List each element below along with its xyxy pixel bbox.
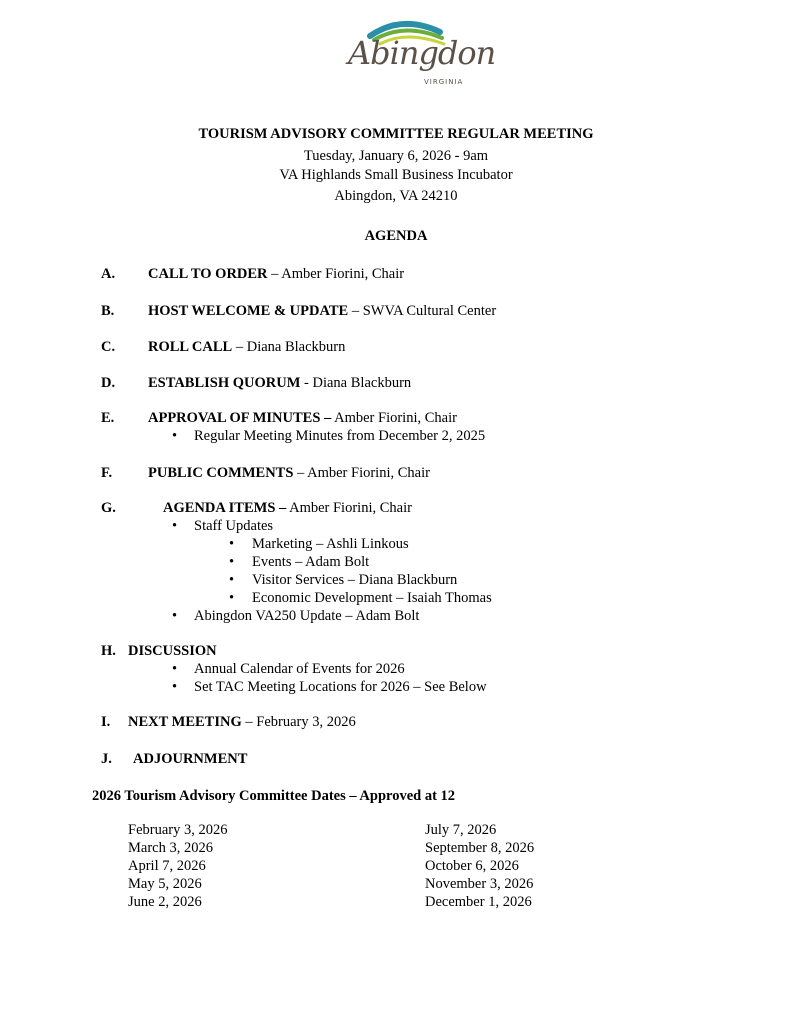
- date-right: September 8, 2026: [425, 840, 535, 856]
- date-left: March 3, 2026: [128, 840, 213, 856]
- date-right: November 3, 2026: [425, 876, 534, 892]
- bullet-icon: •: [172, 518, 178, 534]
- item-d-title: ESTABLISH QUORUM: [148, 375, 301, 391]
- item-g-s3: Visitor Services – Diana Blackburn: [252, 572, 458, 588]
- item-g-title: AGENDA ITEMS –: [163, 500, 287, 516]
- meeting-date: Tuesday, January 6, 2026 - 9am: [303, 148, 489, 164]
- bullet-icon: •: [172, 608, 178, 624]
- date-right: July 7, 2026: [425, 822, 497, 838]
- item-e-sub1: Regular Meeting Minutes from December 2, 2025: [194, 428, 486, 444]
- meeting-city: Abingdon, VA 24210: [334, 188, 458, 204]
- meeting-location: VA Highlands Small Business Incubator: [279, 167, 513, 183]
- bullet-icon: •: [229, 554, 235, 570]
- item-i-letter: I.: [101, 714, 111, 730]
- item-b-detail: – SWVA Cultural Center: [348, 303, 497, 319]
- item-b-letter: B.: [101, 303, 115, 319]
- item-j-title: ADJOURNMENT: [133, 751, 248, 767]
- item-f: [148, 465, 430, 482]
- item-g-sub2: Abingdon VA250 Update – Adam Bolt: [194, 608, 420, 624]
- item-e-detail: Amber Fiorini, Chair: [331, 410, 457, 426]
- logo-subtext: VIRGINIA: [424, 78, 464, 86]
- item-g-s2: Events – Adam Bolt: [252, 554, 370, 570]
- item-j-letter: J.: [101, 751, 112, 767]
- logo-wordmark: Abingdon: [348, 34, 496, 72]
- item-e: [148, 410, 457, 427]
- item-h-letter: H.: [101, 643, 116, 659]
- date-right: December 1, 2026: [425, 894, 532, 910]
- item-f-detail: – Amber Fiorini, Chair: [293, 465, 430, 481]
- item-e-letter: E.: [101, 410, 115, 426]
- item-c-detail: – Diana Blackburn: [232, 339, 346, 355]
- item-c-letter: C.: [101, 339, 116, 355]
- item-c-title: ROLL CALL: [148, 339, 233, 355]
- date-left: May 5, 2026: [128, 876, 202, 892]
- item-a-detail: – Amber Fiorini, Chair: [267, 266, 405, 282]
- meeting-title: TOURISM ADVISORY COMMITTEE REGULAR MEETING: [198, 126, 594, 142]
- item-h-sub2: Set TAC Meeting Locations for 2026 – See Below: [194, 679, 487, 695]
- date-left: February 3, 2026: [128, 822, 228, 838]
- item-d: [148, 375, 411, 392]
- bullet-icon: •: [229, 572, 235, 588]
- bullet-icon: •: [172, 679, 178, 695]
- item-h-title: DISCUSSION: [128, 643, 217, 659]
- item-e-title: APPROVAL OF MINUTES –: [148, 410, 332, 426]
- bullet-icon: •: [172, 428, 178, 444]
- date-left: June 2, 2026: [128, 894, 202, 910]
- date-right: October 6, 2026: [425, 858, 519, 874]
- abingdon-logo: [340, 14, 496, 90]
- item-c: [148, 339, 345, 356]
- agenda-heading: AGENDA: [364, 228, 428, 244]
- item-g-sub1: Staff Updates: [194, 518, 274, 534]
- item-g-letter: G.: [101, 500, 116, 516]
- item-i: [128, 714, 356, 731]
- item-d-detail: - Diana Blackburn: [300, 375, 412, 391]
- item-g-detail: Amber Fiorini, Chair: [286, 500, 412, 516]
- item-a: [148, 266, 404, 283]
- date-left: April 7, 2026: [128, 858, 206, 874]
- bullet-icon: •: [172, 661, 178, 677]
- item-f-letter: F.: [101, 465, 113, 481]
- item-g-s4: Economic Development – Isaiah Thomas: [252, 590, 492, 606]
- bullet-icon: •: [229, 536, 235, 552]
- item-i-detail: – February 3, 2026: [241, 714, 356, 730]
- item-h-sub1: Annual Calendar of Events for 2026: [194, 661, 405, 677]
- item-d-letter: D.: [101, 375, 116, 391]
- item-a-letter: A.: [101, 266, 116, 282]
- bullet-icon: •: [229, 590, 235, 606]
- item-a-title: CALL TO ORDER: [148, 266, 268, 282]
- item-f-title: PUBLIC COMMENTS: [148, 465, 294, 481]
- item-b: [148, 303, 496, 320]
- item-g-s1: Marketing – Ashli Linkous: [252, 536, 409, 552]
- item-i-title: NEXT MEETING: [128, 714, 242, 730]
- item-b-title: HOST WELCOME & UPDATE: [148, 303, 349, 319]
- item-g: [163, 500, 412, 517]
- dates-heading: 2026 Tourism Advisory Committee Dates – Approved at 12: [92, 788, 456, 804]
